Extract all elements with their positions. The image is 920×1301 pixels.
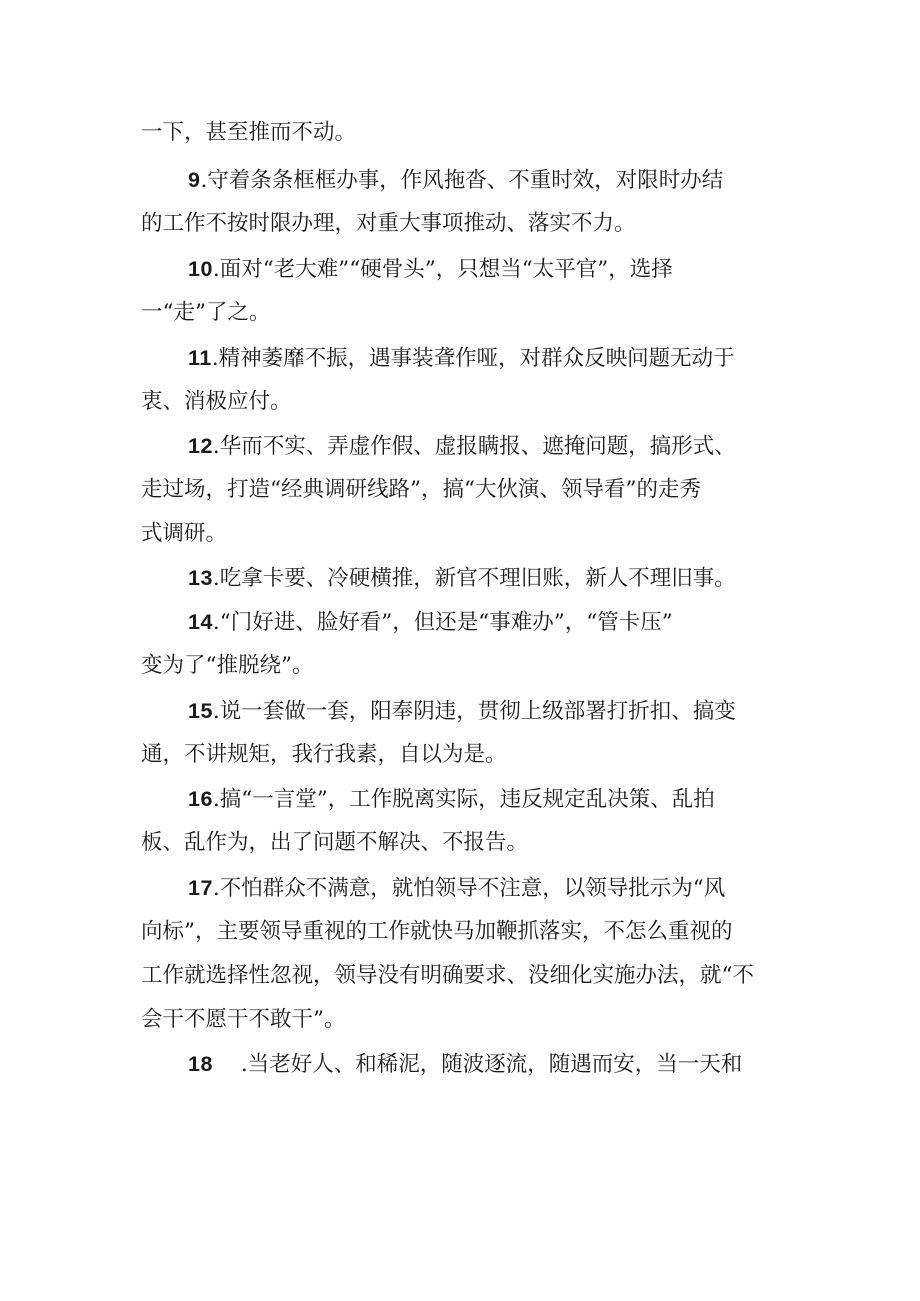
text-line: 会干不愿干不敢干”。 [141, 1007, 346, 1032]
list-item-14: 14.“门好进、脸好看”，但还是“事难办”，“管卡压” [188, 610, 673, 635]
text-line: 变为了“推脱绕”。 [141, 653, 314, 678]
list-item-17: 17.不怕群众不满意，就怕领导不注意，以领导批示为“风 [188, 876, 726, 901]
text-line: 通，不讲规矩，我行我素，自以为是。 [141, 742, 507, 767]
list-item-13: 13.吃拿卡要、冷硬横推，新官不理旧账，新人不理旧事。 [188, 566, 736, 591]
text-line: 衷、消极应付。 [141, 389, 292, 414]
text-line: 的工作不按时限办理，对重大事项推动、落实不力。 [141, 211, 636, 236]
item-number: 11 [188, 346, 212, 370]
list-item-9: 9.守着条条框框办事，作风拖沓、不重时效，对限时办结 [188, 168, 724, 193]
item-number: 13 [188, 566, 213, 590]
text-line: 式调研。 [141, 521, 228, 546]
text-line: 板、乱作为，出了问题不解决、不报告。 [141, 830, 529, 855]
list-item-15: 15.说一套做一套，阳奉阴违，贯彻上级部署打折扣、搞变 [188, 699, 736, 724]
item-number: 10 [188, 257, 213, 281]
text-line: 向标”，主要领导重视的工作就快马加鞭抓落实，不怎么重视的 [141, 919, 733, 944]
item-number: 16 [188, 787, 213, 811]
text-line: 一下，甚至推而不动。 [141, 120, 357, 145]
list-item-16: 16.搞“一言堂”，工作脱离实际，违反规定乱决策、乱拍 [188, 787, 715, 812]
text-line: 工作就选择性忽视，领导没有明确要求、没细化实施办法，就“不 [141, 963, 754, 988]
list-item-10: 10.面对“老大难”“硬骨头”，只想当“太平官”，选择 [188, 257, 673, 282]
text-line: 走过场，打造“经典调研线路”，搞“大伙演、领导看”的走秀 [141, 477, 701, 502]
item-number: 15 [188, 699, 213, 723]
item-number: 9 [188, 168, 201, 192]
item-number: 17 [188, 876, 213, 900]
item-number: 18 [188, 1052, 213, 1076]
item-number: 12 [188, 434, 213, 458]
item-number: 14 [188, 610, 213, 634]
text-line: 一“走”了之。 [141, 300, 271, 325]
list-item-11: 11.精神萎靡不振，遇事装聋作哑，对群众反映问题无动于 [188, 346, 735, 371]
list-item-18: 18 .当老好人、和稀泥，随波逐流，随遇而安，当一天和 [188, 1052, 743, 1077]
list-item-12: 12.华而不实、弄虚作假、虚报瞒报、遮掩问题，搞形式、 [188, 434, 736, 459]
